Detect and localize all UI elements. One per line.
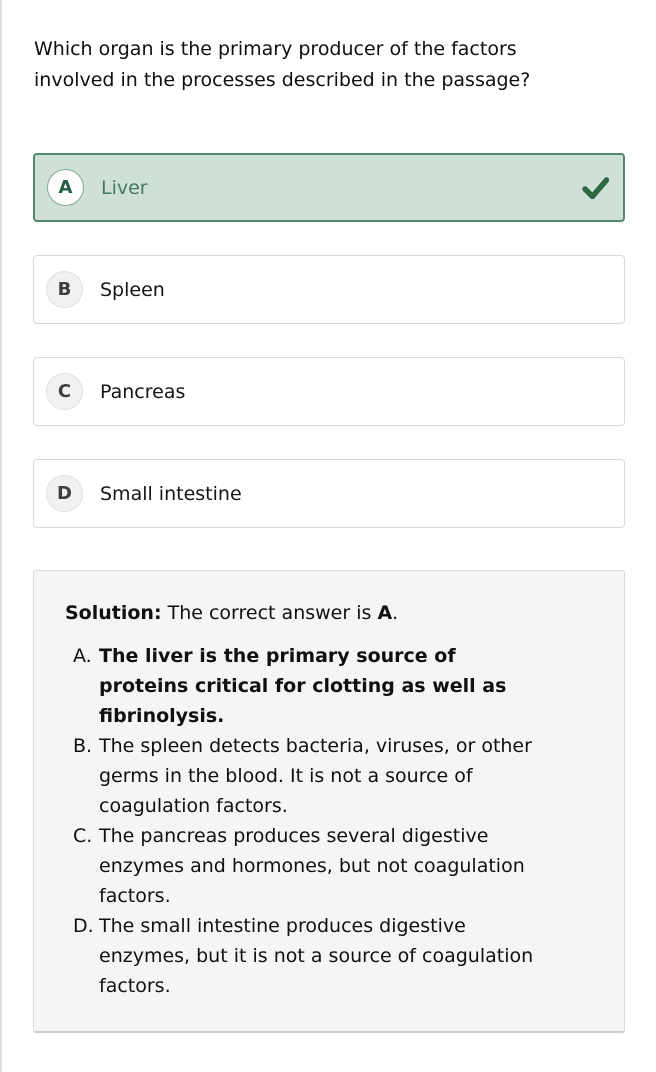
solution-answer-letter: A [377,602,393,624]
option-a-label: Liver [101,176,148,199]
option-d-label: Small intestine [100,482,242,505]
option-d-letter-badge [46,475,83,512]
option-c-letter-badge [46,373,83,410]
solution-heading-prefix: Solution: [65,602,162,624]
solution-item-a [73,641,584,731]
option-b[interactable] [33,255,625,324]
option-b-letter: B [57,279,72,300]
option-c-letter: C [57,381,72,402]
solution-item-d [73,911,584,1001]
option-c[interactable] [33,357,625,426]
solution-item-a-text: The liver is the primary source of proteins critical for clotting as well as fibrinolysis. [99,645,507,727]
answer-options [33,153,625,528]
option-b-letter-badge [46,271,83,308]
option-a[interactable] [33,153,625,222]
option-a-letter: A [58,177,73,198]
solution-item-d-letter: D. [73,915,94,937]
check-icon [582,177,609,199]
solution-explanations [65,641,584,1001]
solution-item-b-letter: B. [73,735,93,757]
solution-item-d-text: The small intestine produces digestive enzymes, but it is not a source of coagulation factors. [99,915,534,997]
option-b-label: Spleen [100,278,165,301]
question-text: Which organ is the primary producer of the factors involved in the processes described in the passage? [34,38,531,91]
solution-item-b-text: The spleen detects bacteria, viruses, or other germs in the blood. It is not a source of coagulation factors. [99,735,532,817]
solution-item-a-letter: A. [73,645,92,667]
option-d[interactable] [33,459,625,528]
question-panel [2,0,656,1033]
option-a-letter-badge [47,169,84,206]
solution-item-b [73,731,584,821]
solution-heading-middle: The correct answer is [161,602,378,624]
solution-item-c-letter: C. [73,825,93,847]
solution-item-c-text: The pancreas produces several digestive enzymes and hormones, but not coagulation factors. [99,825,525,907]
solution-heading [65,598,584,628]
option-d-letter: D [57,483,72,504]
solution-heading-suffix: . [392,602,399,624]
solution-item-c [73,821,584,911]
option-c-label: Pancreas [100,380,186,403]
solution-box [33,570,625,1033]
